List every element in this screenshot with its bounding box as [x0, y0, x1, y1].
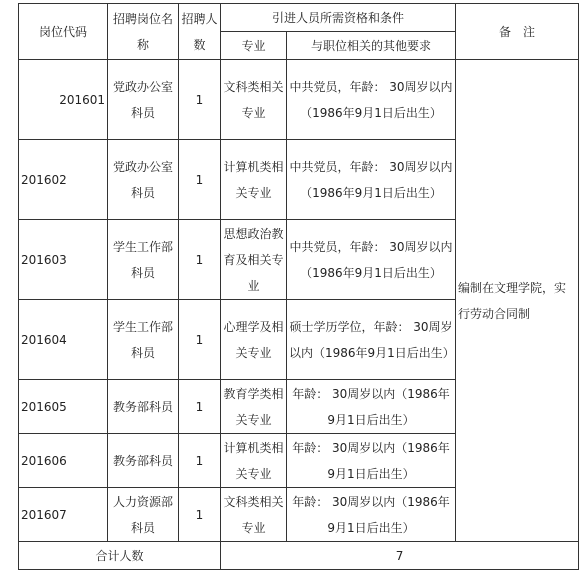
row-position: 党政办公室科员 — [108, 60, 179, 140]
row-requirements: 年龄： 30周岁以内（1986年9月1日后出生） — [287, 488, 456, 542]
table-row — [19, 60, 579, 140]
row-major: 计算机类相关专业 — [221, 140, 287, 220]
recruitment-table — [18, 3, 579, 570]
header-requirements-group: 引进人员所需资格和条件 — [221, 4, 456, 32]
row-major: 计算机类相关专业 — [221, 434, 287, 488]
row-count: 1 — [179, 380, 221, 434]
row-code: 201601 — [19, 60, 108, 140]
total-row — [19, 542, 579, 570]
row-count: 1 — [179, 220, 221, 300]
row-requirements: 中共党员，年龄： 30周岁以内（1986年9月1日后出生） — [287, 140, 456, 220]
row-count: 1 — [179, 300, 221, 380]
row-position: 学生工作部科员 — [108, 220, 179, 300]
row-code: 201604 — [19, 300, 108, 380]
header-remarks: 备 注 — [456, 4, 579, 60]
row-count: 1 — [179, 434, 221, 488]
row-code: 201602 — [19, 140, 108, 220]
row-code: 201603 — [19, 220, 108, 300]
row-position: 学生工作部科员 — [108, 300, 179, 380]
header-major: 专业 — [221, 32, 287, 60]
header-code: 岗位代码 — [19, 4, 108, 60]
header-row-1 — [19, 4, 579, 32]
row-count: 1 — [179, 140, 221, 220]
row-count: 1 — [179, 60, 221, 140]
row-major: 心理学及相关专业 — [221, 300, 287, 380]
remarks-cell: 编制在文理学院，实行劳动合同制 — [456, 60, 579, 542]
header-other-requirements: 与职位相关的其他要求 — [287, 32, 456, 60]
row-requirements: 年龄： 30周岁以内（1986年9月1日后出生） — [287, 434, 456, 488]
row-requirements: 年龄： 30周岁以内（1986年9月1日后出生） — [287, 380, 456, 434]
total-label: 合计人数 — [19, 542, 221, 570]
row-major: 文科类相关专业 — [221, 488, 287, 542]
total-value: 7 — [221, 542, 579, 570]
row-code: 201607 — [19, 488, 108, 542]
row-major: 文科类相关专业 — [221, 60, 287, 140]
header-count: 招聘人数 — [179, 4, 221, 60]
row-position: 人力资源部科员 — [108, 488, 179, 542]
row-position: 党政办公室科员 — [108, 140, 179, 220]
row-position: 教务部科员 — [108, 434, 179, 488]
row-code: 201606 — [19, 434, 108, 488]
header-position: 招聘岗位名称 — [108, 4, 179, 60]
row-count: 1 — [179, 488, 221, 542]
row-requirements: 中共党员，年龄： 30周岁以内（1986年9月1日后出生） — [287, 60, 456, 140]
row-requirements: 硕士学历学位，年龄： 30周岁以内（1986年9月1日后出生） — [287, 300, 456, 380]
row-code: 201605 — [19, 380, 108, 434]
row-major: 思想政治教育及相关专业 — [221, 220, 287, 300]
row-major: 教育学类相关专业 — [221, 380, 287, 434]
recruitment-table-container — [18, 3, 578, 570]
row-position: 教务部科员 — [108, 380, 179, 434]
row-requirements: 中共党员，年龄： 30周岁以内（1986年9月1日后出生） — [287, 220, 456, 300]
